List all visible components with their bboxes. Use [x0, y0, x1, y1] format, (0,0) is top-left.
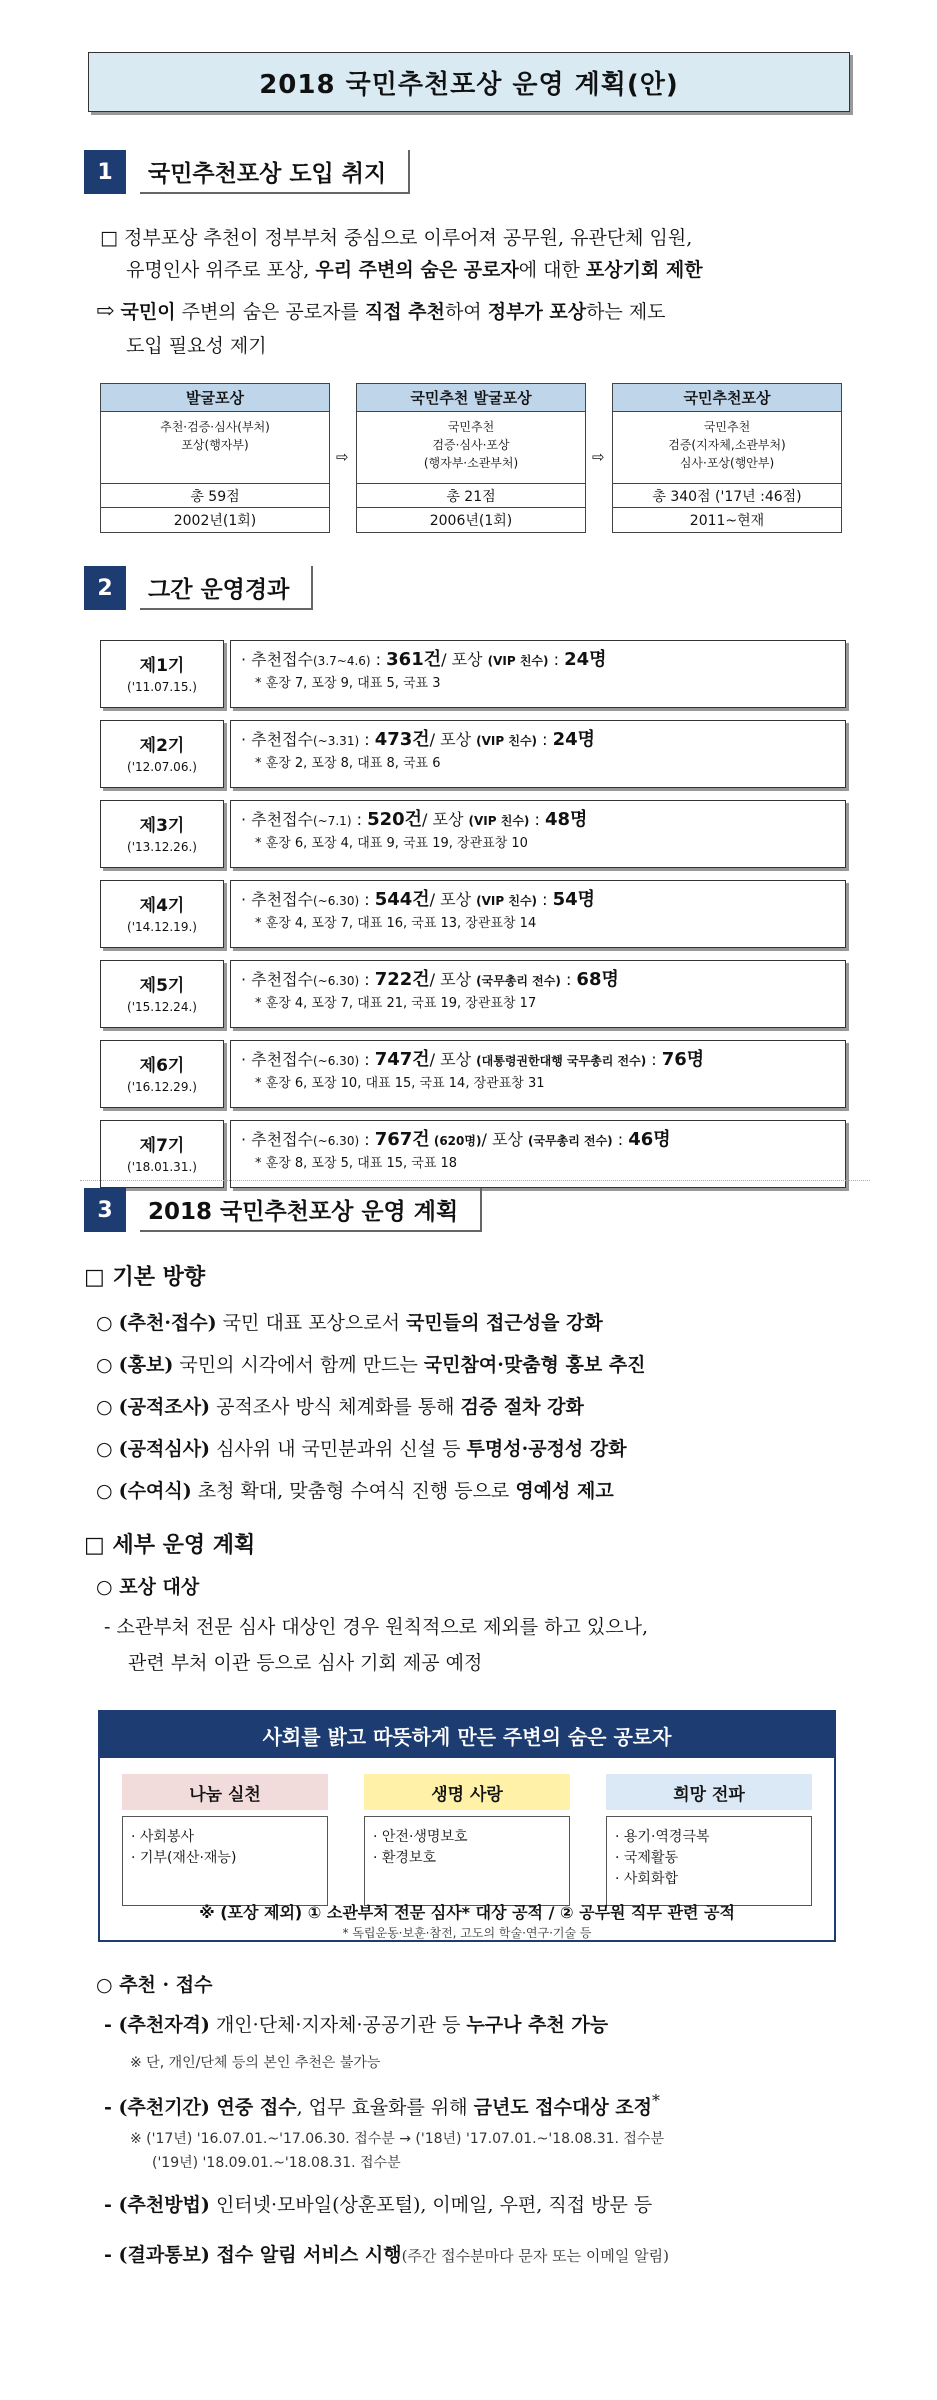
award-count: 24명 [552, 729, 596, 750]
term-date: ('11.07.15.) [127, 680, 197, 694]
award-body-line: 국민추천 [703, 420, 751, 434]
eligible-contributors-box [98, 1710, 836, 1942]
detail-plan-header: □ 세부 운영 계획 [84, 1532, 256, 1558]
text-span: : [359, 1130, 375, 1149]
award-count: 54명 [552, 889, 596, 910]
application-count: 747건 [374, 1049, 430, 1070]
text-span: 인터넷·모바일(상훈포털), 이메일, 우편, 직접 방문 등 [209, 2194, 653, 2216]
extra-count: (620명) [429, 1134, 482, 1148]
category-item: · 환경보호 [373, 1850, 436, 1866]
rec-tag: - (추천자격) [104, 2014, 210, 2036]
text-span: · 추천접수 [241, 810, 313, 829]
emphasis-text: 정부가 포상 [487, 301, 587, 323]
emphasis-text: 금년도 접수대상 조정 [473, 2096, 653, 2119]
application-count: 520건 [367, 809, 423, 830]
term-number: 제1기 [139, 656, 185, 676]
term-label [100, 1120, 224, 1188]
emphasis-text: 접수 알림 서비스 시행 [209, 2244, 402, 2266]
text-span: 하는 제도 [586, 301, 666, 323]
award-count: 46명 [628, 1129, 671, 1150]
section-number: 3 [84, 1188, 126, 1232]
direction-tag: (홍보) [118, 1354, 174, 1376]
term-info [230, 1040, 846, 1108]
term-summary [241, 967, 835, 994]
presenter-text: (VIP 친수) [476, 894, 538, 908]
term-number: 제4기 [139, 896, 185, 916]
text-span: : [359, 890, 375, 909]
basic-direction-item [96, 1476, 614, 1506]
category-item: · 국제활동 [615, 1850, 678, 1866]
text-span: (주간 접수분마다 문자 또는 이메일 알림) [401, 2247, 669, 2265]
exclusion-note: ※ (포상 제외) ① 소관부처 전문 심사* 대상 공적 / ② 공무원 직무 관련 공적 [199, 1903, 735, 1922]
direction-tag: (추천·접수) [118, 1312, 217, 1334]
text-span: : [359, 970, 375, 989]
category-title: 희망 전파 [606, 1774, 812, 1810]
text-span: : [548, 650, 565, 669]
basic-direction-header: □ 기본 방향 [84, 1264, 206, 1290]
award-body-line: (행자부·소관부처) [423, 456, 519, 470]
application-count: 767건 [374, 1129, 430, 1150]
text-span: / 포상 [441, 650, 488, 669]
arrow-icon: ⇨ [592, 448, 605, 466]
timeline-row [100, 720, 846, 788]
term-summary [241, 1127, 835, 1154]
category-title: 생명 사랑 [364, 1774, 570, 1810]
award-count: 총 340점 ('17년 :46점) [613, 484, 841, 508]
circle-bullet: ○ [96, 1354, 113, 1376]
category-items [364, 1816, 570, 1906]
term-detail: * 훈장 6, 포장 10, 대표 15, 국표 14, 장관표창 31 [255, 1076, 545, 1091]
emphasis-text: 국민참여·맞춤형 홍보 추진 [423, 1354, 646, 1376]
circle-bullet: ○ [96, 1438, 113, 1460]
category-item: · 기부(재산·재능) [131, 1850, 237, 1866]
emphasis-text: 누구나 추천 가능 [466, 2014, 609, 2036]
background-paragraph [100, 222, 692, 254]
term-info [230, 800, 846, 868]
text-span: 국민 대표 포상으로서 [216, 1312, 407, 1334]
term-label [100, 640, 224, 708]
category-item: · 안전·생명보호 [373, 1829, 468, 1845]
term-info [230, 1120, 846, 1188]
award-body [613, 412, 841, 484]
target-line: - 소관부처 전문 심사 대상인 경우 원칙적으로 제외를 하고 있으나, [104, 1616, 649, 1638]
presenter-text: (VIP 친수) [487, 654, 549, 668]
award-box-1 [100, 383, 330, 533]
emphasis-text: 포상기회 제한 [585, 259, 703, 281]
direction-tag: (공적조사) [118, 1396, 211, 1418]
timeline-row [100, 640, 846, 708]
period-text: (~7.1) [313, 814, 352, 828]
term-info [230, 880, 846, 948]
term-info [230, 640, 846, 708]
basic-direction-item [96, 1308, 603, 1338]
document-title: 2018 국민추천포상 운영 계획(안) [88, 52, 850, 112]
text-span: · 추천접수 [241, 730, 313, 749]
text-span: 개인·단체·지자체·공공기관 등 [209, 2014, 467, 2036]
award-count: 48명 [544, 809, 588, 830]
category-column [364, 1774, 570, 1906]
section-title: 그간 운영경과 [140, 566, 313, 610]
text-span: · 추천접수 [241, 970, 313, 989]
award-header: 발굴포상 [101, 384, 329, 412]
text-span: : [359, 730, 375, 749]
presenter-text: (VIP 친수) [476, 734, 538, 748]
presenter-text: (대통령권한대행 국무총리 전수) [476, 1054, 647, 1068]
section-title: 2018 국민추천포상 운영 계획 [140, 1188, 482, 1232]
period-text: (~6.30) [313, 974, 360, 988]
timeline-row [100, 1040, 846, 1108]
emphasis-text: 국민이 [120, 301, 176, 323]
section-1-header [84, 150, 410, 194]
divider [80, 1180, 870, 1181]
box-header: 사회를 밝고 따뜻하게 만든 주변의 숨은 공로자 [100, 1712, 834, 1758]
presenter-text: (VIP 친수) [468, 814, 530, 828]
award-year: 2006년(1회) [429, 513, 513, 529]
term-number: 제2기 [139, 736, 185, 756]
term-summary [241, 647, 835, 674]
term-label [100, 880, 224, 948]
term-date: ('15.12.24.) [127, 1000, 197, 1014]
emphasis-text: 우리 주변의 숨은 공로자 [315, 259, 519, 281]
award-body-line: 국민추천 [447, 420, 495, 434]
application-count: 544건 [374, 889, 430, 910]
conclusion-paragraph [96, 296, 666, 328]
text-span: / 포상 [422, 810, 469, 829]
text-span: : [560, 970, 577, 989]
text-span: : [370, 650, 387, 669]
circle-bullet: ○ [96, 1396, 113, 1418]
target-header: ○ 포상 대상 [96, 1576, 200, 1598]
term-number: 제7기 [139, 1136, 185, 1156]
section-2-header [84, 566, 313, 610]
footnote-mark: * [652, 2091, 660, 2110]
text-span: · 추천접수 [241, 890, 313, 909]
circle-bullet: ○ [96, 1480, 113, 1502]
text-span: / 포상 [429, 970, 477, 989]
application-count: 722건 [374, 969, 430, 990]
period-text: (~6.30) [313, 894, 360, 908]
rec-method [104, 2190, 652, 2220]
rec-period [104, 2086, 660, 2122]
term-number: 제6기 [139, 1056, 185, 1076]
category-item: · 사회화합 [615, 1871, 678, 1887]
award-body-line: 포상(행자부) [181, 438, 249, 452]
text-span: : [529, 810, 545, 829]
period-text: (~3.31) [313, 734, 360, 748]
term-summary [241, 727, 835, 754]
text-span: 심사위 내 국민분과위 신설 등 [210, 1438, 467, 1460]
term-detail: * 훈장 4, 포장 7, 대표 16, 국표 13, 장관표창 14 [255, 916, 537, 931]
text-span: / 포상 [429, 890, 477, 909]
award-box-3 [612, 383, 842, 533]
exclusion-footnote: * 독립운동·보훈·참전, 고도의 학술·연구·기술 등 [342, 1926, 592, 1940]
term-detail: * 훈장 7, 포장 9, 대표 5, 국표 3 [255, 676, 441, 691]
emphasis-text: 직접 추천 [364, 301, 445, 323]
basic-direction-item [96, 1392, 584, 1422]
text-span: 국민의 시각에서 함께 만드는 [173, 1354, 424, 1376]
rec-note: ('19년) '18.09.01.~'18.08.31. 접수분 [152, 2155, 401, 2171]
category-items [606, 1816, 812, 1906]
text-span: 하여 [444, 301, 488, 323]
direction-tag: (공적심사) [118, 1438, 211, 1460]
award-header: 국민추천포상 [613, 384, 841, 412]
background-paragraph-line2 [126, 254, 703, 286]
award-count: 총 21점 [357, 484, 585, 508]
award-count: 총 59점 [101, 484, 329, 508]
term-label [100, 800, 224, 868]
application-count: 361건 [386, 649, 442, 670]
rec-tag: - (결과통보) [104, 2244, 210, 2266]
term-label [100, 1040, 224, 1108]
term-label [100, 960, 224, 1028]
period-text: (~6.30) [313, 1134, 360, 1148]
emphasis-text: 국민들의 접근성을 강화 [406, 1312, 603, 1334]
section-title: 국민추천포상 도입 취지 [140, 150, 410, 194]
application-count: 473건 [374, 729, 430, 750]
checkbox-bullet: □ [100, 227, 118, 249]
text-span: : [612, 1130, 629, 1149]
rec-tag: - (추천방법) [104, 2194, 210, 2216]
term-number: 제5기 [139, 976, 185, 996]
direction-tag: (수여식) [118, 1480, 192, 1502]
term-date: ('13.12.26.) [127, 840, 197, 854]
rec-note: ※ 단, 개인/단체 등의 본인 추천은 불가능 [130, 2055, 381, 2071]
award-body [357, 412, 585, 484]
recommendation-header: ○ 추천 · 접수 [96, 1974, 213, 1996]
term-info [230, 960, 846, 1028]
award-count: 24명 [564, 649, 607, 670]
text-span: : [537, 730, 553, 749]
text-span: / 포상 [481, 1130, 528, 1149]
section-3-header [84, 1188, 482, 1232]
award-body-line: 심사·포상(행안부) [679, 456, 775, 470]
text-span: : [351, 810, 368, 829]
category-column [122, 1774, 328, 1906]
timeline-row [100, 880, 846, 948]
text-span: · 추천접수 [241, 1050, 313, 1069]
rec-tag: - (추천기간) [104, 2096, 210, 2119]
text-span: / 포상 [429, 1050, 477, 1069]
arrow-icon: ⇨ [96, 299, 115, 324]
term-label [100, 720, 224, 788]
rec-result [104, 2240, 669, 2271]
award-body-line: 검증·심사·포상 [432, 438, 510, 452]
timeline-row [100, 1120, 846, 1188]
period-text: (3.7~4.6) [313, 654, 371, 668]
category-item: · 사회봉사 [131, 1829, 194, 1845]
text-span: : [537, 890, 553, 909]
award-box-2 [356, 383, 586, 533]
term-detail: * 훈장 6, 포장 4, 대표 9, 국표 19, 장관표창 10 [255, 836, 528, 851]
text-span: : [646, 1050, 662, 1069]
emphasis-text: 영예성 제고 [515, 1480, 614, 1502]
award-year: 2002년(1회) [173, 513, 257, 529]
period-text: (~6.30) [313, 1054, 360, 1068]
presenter-text: (국무총리 전수) [476, 974, 561, 988]
text-span: 공적조사 방식 체계화를 통해 [210, 1396, 461, 1418]
section-number: 1 [84, 150, 126, 194]
basic-direction-item [96, 1350, 646, 1380]
award-body-line: 검증(지자체,소관부처) [668, 438, 786, 452]
award-body-line: 추천·검증·심사(부처) [160, 420, 270, 434]
term-detail: * 훈장 2, 포장 8, 대표 8, 국표 6 [255, 756, 441, 771]
text-span: 주변의 숨은 공로자를 [175, 301, 365, 323]
emphasis-text: 검증 절차 강화 [460, 1396, 584, 1418]
term-detail: * 훈장 4, 포장 7, 대표 21, 국표 19, 장관표창 17 [255, 996, 537, 1011]
term-summary [241, 807, 835, 834]
emphasis-text: 투명성·공정성 강화 [466, 1438, 627, 1460]
timeline-row [100, 960, 846, 1028]
text-span: 에 대한 [518, 259, 586, 281]
term-summary [241, 887, 835, 914]
term-date: ('18.01.31.) [127, 1160, 197, 1174]
target-line: 관련 부처 이관 등으로 심사 기회 제공 예정 [128, 1652, 483, 1674]
circle-bullet: ○ [96, 1312, 113, 1334]
award-year: 2011~현재 [689, 513, 765, 529]
rec-note: ※ ('17년) '16.07.01.~'17.06.30. 접수분 → ('18년) '17.07.01.~'18.08.31. 접수분 [130, 2131, 665, 2147]
category-items [122, 1816, 328, 1906]
award-body [101, 412, 329, 484]
presenter-text: (국무총리 전수) [527, 1134, 613, 1148]
term-date: ('16.12.29.) [127, 1080, 197, 1094]
term-summary [241, 1047, 835, 1074]
conclusion-paragraph-line2: 도입 필요성 제기 [126, 335, 267, 357]
text-span: : [359, 1050, 375, 1069]
category-item: · 용기·역경극복 [615, 1829, 710, 1845]
category-title: 나눔 실천 [122, 1774, 328, 1810]
award-count: 68명 [576, 969, 619, 990]
term-date: ('14.12.19.) [127, 920, 197, 934]
category-column [606, 1774, 812, 1906]
timeline-row [100, 800, 846, 868]
text-span: / 포상 [429, 730, 477, 749]
arrow-icon: ⇨ [336, 448, 349, 466]
rec-eligibility [104, 2010, 608, 2040]
section-number: 2 [84, 566, 126, 610]
term-date: ('12.07.06.) [127, 760, 197, 774]
term-info [230, 720, 846, 788]
text-span: · 추천접수 [241, 1130, 313, 1149]
term-detail: * 훈장 8, 포장 5, 대표 15, 국표 18 [255, 1156, 458, 1171]
award-header: 국민추천 발굴포상 [357, 384, 585, 412]
text-span: 유명인사 위주로 포상, [126, 259, 316, 281]
award-count: 76명 [661, 1049, 705, 1070]
term-number: 제3기 [139, 816, 185, 836]
text-span: · 추천접수 [241, 650, 313, 669]
emphasis-text: 연중 접수 [209, 2096, 297, 2119]
paragraph-line: 정부포상 추천이 정부부처 중심으로 이루어져 공무원, 유관단체 임원, [124, 227, 693, 249]
basic-direction-item [96, 1434, 627, 1464]
text-span: 초청 확대, 맞춤형 수여식 진행 등으로 [191, 1480, 516, 1502]
text-span: , 업무 효율화를 위해 [296, 2096, 474, 2119]
